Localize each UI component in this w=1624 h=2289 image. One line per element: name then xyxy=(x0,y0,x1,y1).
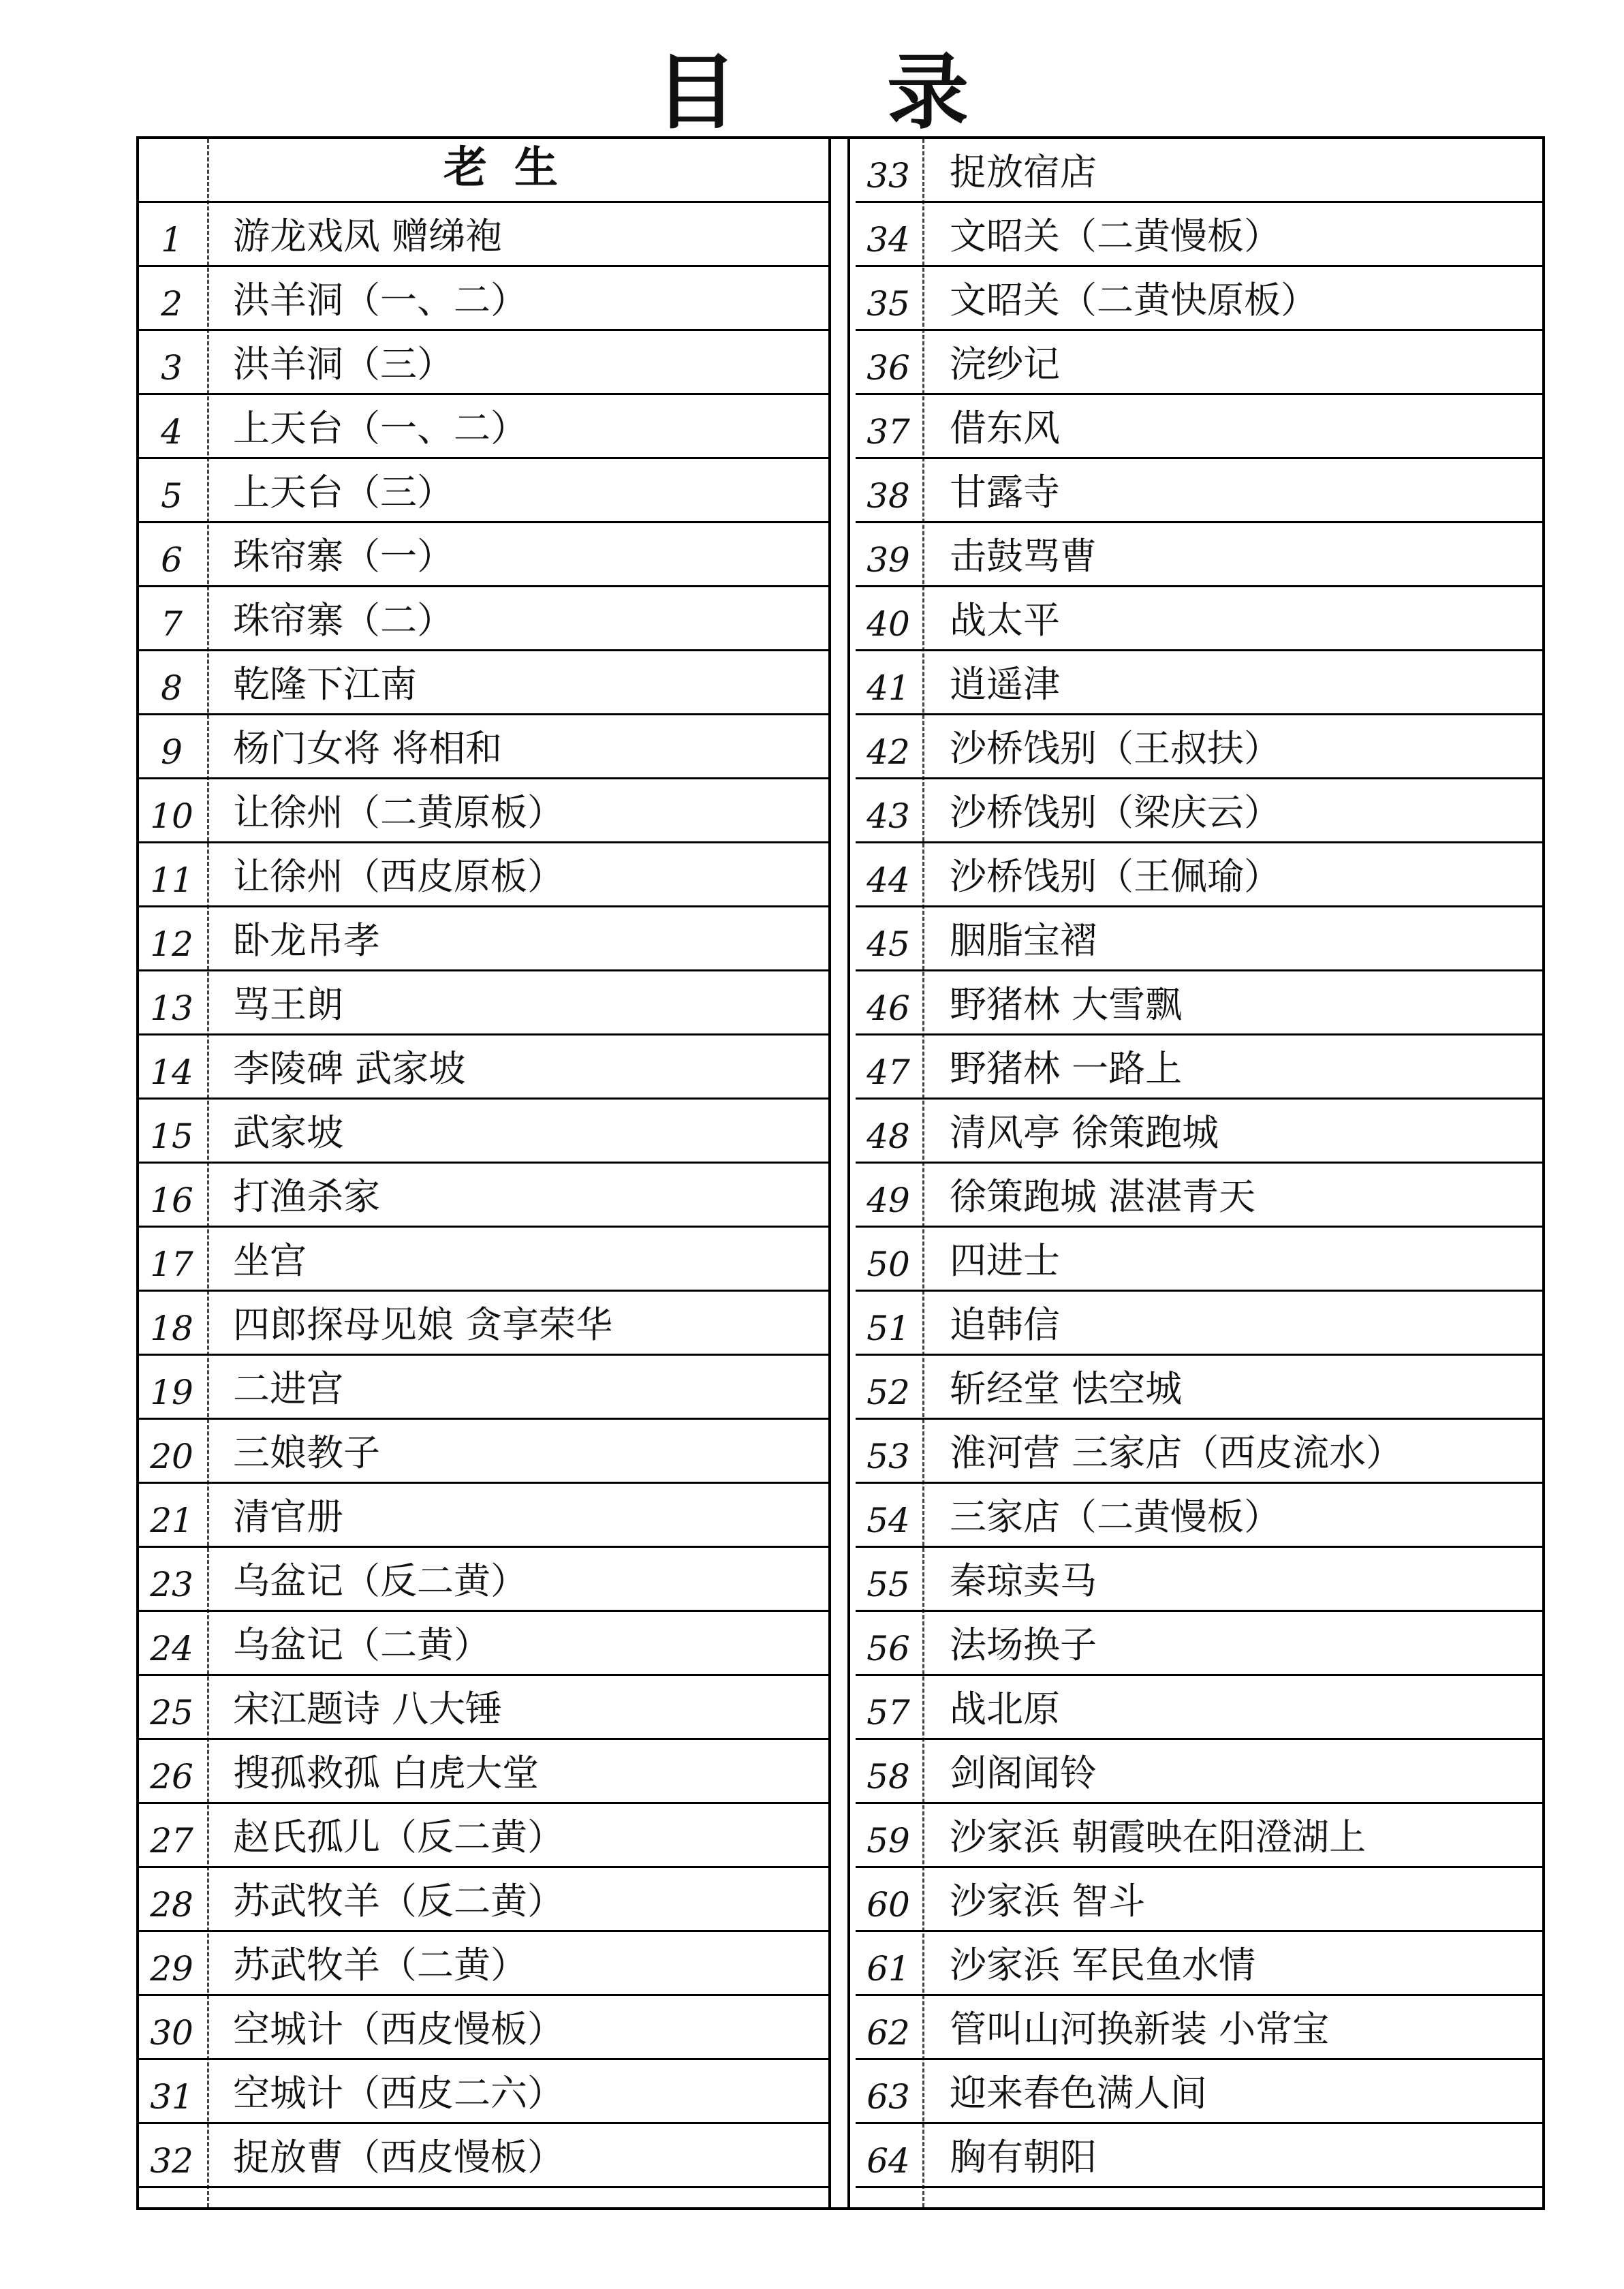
entry-title: 胭脂宝褶 xyxy=(950,919,1097,962)
entry-number: 64 xyxy=(866,2141,910,2181)
entry-number: 12 xyxy=(150,924,193,964)
entry-title: 斩经堂 怯空城 xyxy=(950,1367,1183,1410)
entry-title: 浣纱记 xyxy=(950,343,1060,386)
entry-number: 40 xyxy=(866,604,910,644)
toc-row xyxy=(856,523,1542,587)
entry-title: 让徐州（二黄原板） xyxy=(233,791,564,834)
toc-row xyxy=(856,779,1542,843)
entry-number: 52 xyxy=(866,1373,910,1412)
entry-title: 卧龙吊孝 xyxy=(233,919,380,962)
entry-title: 捉放曹（西皮慢板） xyxy=(233,2136,564,2179)
entry-title: 追韩信 xyxy=(950,1303,1060,1346)
entry-title: 洪羊洞（三） xyxy=(233,343,454,386)
right-column xyxy=(856,139,1542,2207)
entry-title: 沙家浜 军民鱼水情 xyxy=(950,1944,1256,1987)
entry-title: 管叫山河换新装 小常宝 xyxy=(950,2008,1330,2051)
entry-number: 24 xyxy=(150,1629,193,1668)
toc-row xyxy=(856,1100,1542,1164)
entry-title: 苏武牧羊（反二黄） xyxy=(233,1880,564,1922)
entry-number: 55 xyxy=(866,1565,910,1604)
entry-title: 沙家浜 智斗 xyxy=(950,1880,1146,1922)
toc-row xyxy=(856,267,1542,331)
entry-number: 16 xyxy=(150,1181,193,1220)
entry-title: 赵氏孤儿（反二黄） xyxy=(233,1816,564,1858)
entry-title: 珠帘寨（一） xyxy=(233,535,454,578)
entry-number: 47 xyxy=(866,1053,910,1092)
toc-row xyxy=(856,1804,1542,1868)
entry-title: 苏武牧羊（二黄） xyxy=(233,1944,527,1987)
entry-title: 法场换子 xyxy=(950,1623,1097,1666)
entry-title: 乌盆记（反二黄） xyxy=(233,1559,527,1602)
entry-number: 7 xyxy=(161,604,183,644)
entry-title: 让徐州（西皮原板） xyxy=(233,855,564,898)
entry-number: 34 xyxy=(866,220,910,260)
toc-row xyxy=(139,267,828,331)
section-header: 老生 xyxy=(443,143,585,193)
entry-number: 36 xyxy=(866,348,910,388)
entry-number: 1 xyxy=(161,220,183,260)
column-divider xyxy=(847,139,850,2207)
toc-row xyxy=(139,1804,828,1868)
toc-row xyxy=(856,139,1542,203)
entry-number: 60 xyxy=(866,1885,910,1925)
entry-title: 珠帘寨（二） xyxy=(233,599,454,642)
entry-number: 17 xyxy=(150,1245,193,1284)
entry-title: 乌盆记（二黄） xyxy=(233,1623,490,1666)
toc-row xyxy=(139,779,828,843)
entry-number: 50 xyxy=(866,1245,910,1284)
entry-title: 甘露寺 xyxy=(950,471,1060,514)
entry-number: 45 xyxy=(866,924,910,964)
entry-title: 二进宫 xyxy=(233,1367,343,1410)
toc-row xyxy=(856,1292,1542,1356)
toc-row xyxy=(856,843,1542,907)
entry-title: 坐宫 xyxy=(233,1239,307,1282)
toc-row xyxy=(856,1548,1542,1612)
entry-title: 洪羊洞（一、二） xyxy=(233,279,527,322)
entry-number: 3 xyxy=(161,348,183,388)
toc-row xyxy=(139,971,828,1036)
toc-row xyxy=(856,1036,1542,1100)
entry-number: 21 xyxy=(150,1501,193,1540)
toc-row xyxy=(139,1676,828,1740)
toc-row xyxy=(139,2124,828,2188)
entry-title: 沙家浜 朝霞映在阳澄湖上 xyxy=(950,1816,1367,1858)
entry-title: 野猪林 大雪飘 xyxy=(950,983,1183,1026)
entry-number: 25 xyxy=(150,1693,193,1732)
entry-number: 37 xyxy=(866,412,910,452)
toc-row xyxy=(139,1420,828,1484)
toc-row xyxy=(139,331,828,395)
entry-number: 31 xyxy=(150,2077,193,2117)
entry-title: 迎来春色满人间 xyxy=(950,2072,1207,2115)
toc-row xyxy=(139,587,828,651)
toc-row xyxy=(139,1356,828,1420)
entry-number: 62 xyxy=(866,2013,910,2053)
toc-row xyxy=(856,459,1542,523)
entry-title: 沙桥饯别（梁庆云） xyxy=(950,791,1281,834)
toc-row xyxy=(856,907,1542,971)
entry-title: 上天台（一、二） xyxy=(233,407,527,450)
entry-number: 19 xyxy=(150,1373,193,1412)
toc-row xyxy=(856,1868,1542,1932)
entry-number: 33 xyxy=(866,156,910,196)
toc-row xyxy=(856,1676,1542,1740)
entry-number: 51 xyxy=(866,1309,910,1348)
entry-number: 44 xyxy=(866,860,910,900)
toc-row xyxy=(139,1292,828,1356)
entry-number: 2 xyxy=(161,284,183,324)
entry-title: 武家坡 xyxy=(233,1111,343,1154)
entry-title: 文昭关（二黄快原板） xyxy=(950,279,1317,322)
toc-row xyxy=(139,1612,828,1676)
entry-number: 53 xyxy=(866,1437,910,1476)
entry-title: 李陵碑 武家坡 xyxy=(233,1047,466,1090)
entry-title: 捉放宿店 xyxy=(950,151,1097,193)
toc-row xyxy=(139,1868,828,1932)
entry-number: 23 xyxy=(150,1565,193,1604)
entry-title: 文昭关（二黄慢板） xyxy=(950,215,1281,258)
toc-row xyxy=(139,1484,828,1548)
entry-number: 42 xyxy=(866,732,910,772)
entry-title: 徐策跑城 湛湛青天 xyxy=(950,1175,1256,1218)
entry-title: 沙桥饯别（王叔扶） xyxy=(950,727,1281,770)
toc-row xyxy=(139,651,828,715)
toc-row xyxy=(856,331,1542,395)
toc-row xyxy=(856,971,1542,1036)
entry-number: 11 xyxy=(150,860,193,900)
toc-row xyxy=(139,395,828,459)
entry-number: 32 xyxy=(150,2141,193,2181)
entry-title: 骂王朗 xyxy=(233,983,343,1026)
toc-row xyxy=(856,715,1542,779)
entry-title: 搜孤救孤 白虎大堂 xyxy=(233,1751,540,1794)
toc-row xyxy=(856,651,1542,715)
entry-title: 秦琼卖马 xyxy=(950,1559,1097,1602)
toc-row xyxy=(856,1356,1542,1420)
entry-number: 14 xyxy=(150,1053,193,1092)
entry-title: 宋江题诗 八大锤 xyxy=(233,1687,503,1730)
toc-row xyxy=(856,1164,1542,1228)
entry-number: 48 xyxy=(866,1117,910,1156)
toc-row xyxy=(139,1036,828,1100)
entry-number: 56 xyxy=(866,1629,910,1668)
entry-number: 27 xyxy=(150,1821,193,1860)
entry-title: 胸有朝阳 xyxy=(950,2136,1097,2179)
entry-title: 逍遥津 xyxy=(950,663,1060,706)
entry-number: 29 xyxy=(150,1949,193,1989)
entry-number: 35 xyxy=(866,284,910,324)
toc-table xyxy=(136,136,1545,2210)
toc-row xyxy=(856,395,1542,459)
entry-title: 清官册 xyxy=(233,1495,343,1538)
entry-number: 41 xyxy=(866,668,910,708)
toc-row xyxy=(139,843,828,907)
toc-row xyxy=(856,2060,1542,2124)
entry-title: 击鼓骂曹 xyxy=(950,535,1097,578)
toc-row xyxy=(856,1228,1542,1292)
entry-number: 6 xyxy=(161,540,183,580)
entry-number: 58 xyxy=(866,1757,910,1796)
toc-row xyxy=(139,523,828,587)
entry-title: 上天台（三） xyxy=(233,471,454,514)
entry-number: 15 xyxy=(150,1117,193,1156)
entry-number: 61 xyxy=(866,1949,910,1989)
entry-number: 57 xyxy=(866,1693,910,1732)
toc-row xyxy=(139,1164,828,1228)
page-title: 目录 xyxy=(655,44,1119,140)
entry-title: 清风亭 徐策跑城 xyxy=(950,1111,1219,1154)
entry-title: 空城计（西皮慢板） xyxy=(233,2008,564,2051)
column-divider xyxy=(828,139,831,2207)
entry-number: 59 xyxy=(866,1821,910,1860)
toc-row xyxy=(139,1548,828,1612)
entry-number: 46 xyxy=(866,988,910,1028)
entry-number: 5 xyxy=(161,476,183,516)
entry-number: 13 xyxy=(150,988,193,1028)
section-header-row xyxy=(139,139,828,203)
entry-number: 18 xyxy=(150,1309,193,1348)
entry-title: 战北原 xyxy=(950,1687,1060,1730)
toc-row xyxy=(856,1740,1542,1804)
toc-row xyxy=(139,459,828,523)
entry-number: 49 xyxy=(866,1181,910,1220)
toc-row xyxy=(856,2124,1542,2188)
toc-row xyxy=(139,1100,828,1164)
left-column xyxy=(139,139,828,2207)
entry-title: 杨门女将 将相和 xyxy=(233,727,503,770)
toc-row xyxy=(856,1420,1542,1484)
toc-row xyxy=(856,203,1542,267)
toc-row xyxy=(856,1932,1542,1996)
entry-title: 战太平 xyxy=(950,599,1060,642)
toc-row xyxy=(856,587,1542,651)
entry-number: 43 xyxy=(866,796,910,836)
entry-title: 四进士 xyxy=(950,1239,1060,1282)
toc-row xyxy=(139,715,828,779)
entry-title: 三家店（二黄慢板） xyxy=(950,1495,1281,1538)
entry-number: 8 xyxy=(161,668,183,708)
entry-number: 54 xyxy=(866,1501,910,1540)
toc-row xyxy=(856,1612,1542,1676)
entry-title: 打渔杀家 xyxy=(233,1175,380,1218)
entry-number: 9 xyxy=(161,732,183,772)
entry-number: 20 xyxy=(150,1437,193,1476)
toc-row xyxy=(139,1228,828,1292)
toc-row xyxy=(139,203,828,267)
entry-title: 游龙戏凤 赠绨袍 xyxy=(233,215,503,258)
toc-row xyxy=(139,1740,828,1804)
toc-row xyxy=(139,1996,828,2060)
toc-row xyxy=(856,1484,1542,1548)
entry-title: 空城计（西皮二六） xyxy=(233,2072,564,2115)
toc-row xyxy=(139,2060,828,2124)
toc-row xyxy=(139,907,828,971)
entry-number: 4 xyxy=(161,412,183,452)
entry-number: 39 xyxy=(866,540,910,580)
entry-number: 63 xyxy=(866,2077,910,2117)
entry-number: 10 xyxy=(150,796,193,836)
entry-title: 剑阁闻铃 xyxy=(950,1751,1097,1794)
entry-title: 淮河营 三家店（西皮流水） xyxy=(950,1431,1403,1474)
entry-title: 野猪林 一路上 xyxy=(950,1047,1183,1090)
entry-title: 三娘教子 xyxy=(233,1431,380,1474)
entry-title: 沙桥饯别（王佩瑜） xyxy=(950,855,1281,898)
entry-number: 38 xyxy=(866,476,910,516)
entry-number: 26 xyxy=(150,1757,193,1796)
entry-title: 四郎探母见娘 贪享荣华 xyxy=(233,1303,613,1346)
entry-title: 乾隆下江南 xyxy=(233,663,417,706)
toc-row xyxy=(856,1996,1542,2060)
entry-number: 28 xyxy=(150,1885,193,1925)
entry-title: 借东风 xyxy=(950,407,1060,450)
entry-number: 30 xyxy=(150,2013,193,2053)
toc-row xyxy=(139,1932,828,1996)
